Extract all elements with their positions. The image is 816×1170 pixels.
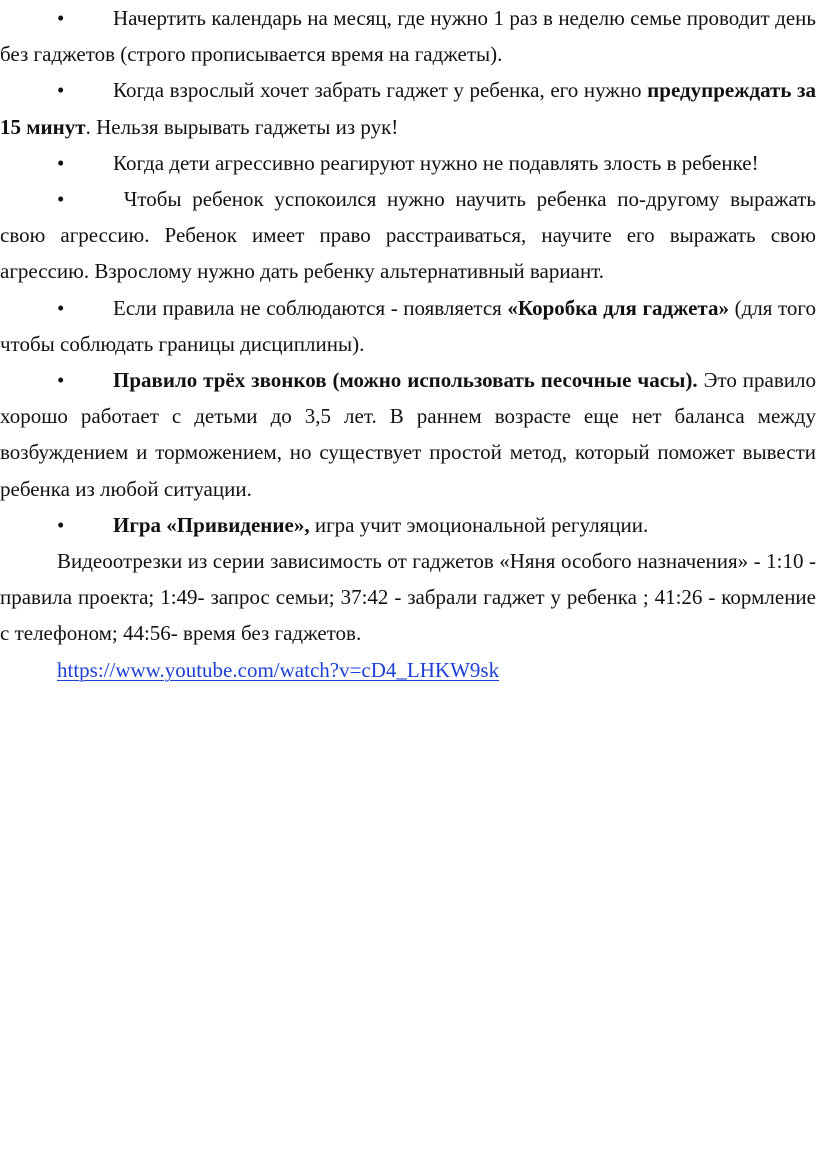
- bullet-item-7: [0, 507, 816, 543]
- link-line: [0, 652, 816, 688]
- bullet-item-6: [0, 362, 816, 507]
- bullet-item-2: [0, 72, 816, 144]
- bullet-item-3-text: Когда дети агрессивно реагируют нужно не подавлять злость в ребенке!: [113, 150, 759, 175]
- bullet-item-2-bold: предупреждать за 15 минут: [0, 78, 816, 139]
- bullet-symbol: •: [57, 6, 65, 30]
- bullet-symbol: •: [57, 150, 65, 175]
- bullet-symbol: •: [57, 512, 65, 537]
- bullet-item-2-tail: . Нельзя вырывать гаджеты из рук!: [85, 114, 399, 139]
- bullet-item-3: [0, 145, 816, 181]
- bullet-item-5-tail: (для того чтобы соблюдать границы дисциплины).: [0, 295, 816, 356]
- bullet-item-4-text: Чтобы ребенок успокоился нужно научить ребенка по-другому выражать свою агрессию. Ребенок имеет право расстраиваться, научите его выражать свою агрессию. Взрослому нужно дать ребенку альтернативный вариант.: [0, 187, 816, 284]
- bullet-item-4: [0, 181, 816, 290]
- bullet-symbol: •: [57, 368, 65, 393]
- video-paragraph: Видеоотрезки из серии зависимость от гаджетов «Няня особого назначения» - 1:10 - правила проекта; 1:49- запрос семьи; 37:42 - забрали гаджет у ребенка ; 41:26 - кормление с телефоном; 44:56- время без гаджетов.: [0, 549, 816, 646]
- bullet-item-5-text: Если правила не соблюдаются - появляется: [113, 295, 508, 320]
- bullet-item-6-bold: Правило трёх звонков (можно использовать песочные часы).: [113, 368, 698, 393]
- bullet-item-1-text: Начертить календарь на месяц, где нужно 1 раз в неделю семье проводит день без гаджетов (строго прописывается время на гаджеты).: [0, 6, 816, 67]
- bullet-item-1: [0, 0, 816, 72]
- youtube-link[interactable]: https://www.youtube.com/watch?v=cD4_LHKW9sk: [57, 657, 500, 682]
- bullet-item-2-text: Когда взрослый хочет забрать гаджет у ребенка, его нужно: [113, 78, 648, 103]
- bullet-symbol: •: [57, 187, 65, 212]
- bullet-item-6-tail: Это правило хорошо работает с детьми до 3,5 лет. В раннем возрасте еще нет баланса между возбуждением и торможением, но существует простой метод, который поможет вывести ребенка из любой ситуации.: [0, 368, 816, 501]
- bullet-symbol: •: [57, 295, 65, 320]
- bullet-item-5: [0, 290, 816, 362]
- bullet-item-7-tail: игра учит эмоциональной регуляции.: [309, 512, 649, 537]
- bullet-item-7-bold: Игра «Привидение»,: [113, 512, 310, 537]
- bullet-symbol: •: [57, 78, 65, 103]
- bullet-item-5-bold: «Коробка для гаджета»: [507, 295, 729, 320]
